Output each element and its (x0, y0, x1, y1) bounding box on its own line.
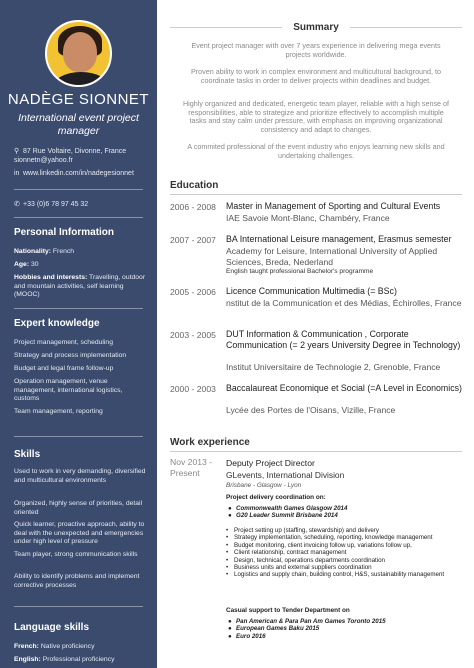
list-item: ● Pan American & Para Pan Am Games Toronto 2015 (228, 618, 386, 625)
edu-title: Baccalaureat Economique et Social (=A Level in Economics) (226, 383, 462, 393)
hobbies: Hobbies and interests: Travelling, outdoor and mountain activities, self learning (MOOC) (14, 274, 146, 298)
list-item: Operation management, venue management, international logistics, customs (14, 378, 123, 402)
nationality: Nationality: French (14, 248, 75, 255)
divider (170, 194, 462, 195)
edu-dates: 2006 - 2008 (170, 202, 216, 212)
summary-paragraph: A commited professional of the event industry who enjoys learning new skills and undertaking challenges. (187, 142, 445, 160)
divider (14, 217, 143, 218)
summary-paragraph: Event project manager with over 7 years experience in delivering mega events projects worldwide. (191, 41, 441, 59)
divider (14, 308, 143, 309)
list-item: ● Commonwealth Games Glasgow 2014 (228, 505, 348, 512)
language-skills-heading: Language skills (14, 622, 90, 633)
list-item: Budget and legal frame follow-up (14, 365, 114, 372)
linkedin-link[interactable]: in www.linkedin.com/in/nadegesionnet (14, 170, 134, 177)
avatar (45, 20, 112, 87)
job-dates: Nov 2013 - Present (170, 457, 213, 478)
list-item: Team management, reporting (14, 408, 103, 415)
list-item: Organized, highly sense of priorities, detail oriented (14, 500, 143, 516)
candidate-name: NADÈGE SIONNET (7, 91, 150, 108)
edu-school: nstitut de la Communication et des Médias, Échirolles, France (226, 298, 462, 308)
phone-icon: ✆ (14, 201, 20, 208)
email[interactable]: sionnetn@yahoo.fr (14, 157, 73, 164)
work-experience-heading: Work experience (170, 437, 250, 448)
list-item: Quick learner, proactive approach, ability to deal with the unexpected and emergencies under high level of pressure (14, 521, 145, 545)
edu-dates: 2005 - 2006 (170, 287, 216, 297)
list-item: • Business units and external suppliers coordination (226, 564, 372, 572)
edu-title: BA International Leisure management, Erasmus semester (226, 234, 452, 244)
list-item: • Budget monitoring, client invoicing follow up, variations follow up, (226, 541, 412, 549)
list-item: Ability to identify problems and implement corrective processes (14, 573, 140, 589)
edu-school: Institut Universitaire de Technologie 2, Grenoble, France (226, 362, 441, 372)
edu-dates: 2003 - 2005 (170, 330, 216, 340)
sidebar (0, 0, 157, 668)
list-item: ● G20 Leader Summit Brisbane 2014 (228, 512, 338, 520)
list-item: Team player, strong communication skills (14, 551, 138, 558)
phone[interactable]: ✆ +33 (0)6 78 97 45 32 (14, 201, 89, 208)
divider (14, 436, 143, 437)
divider (14, 606, 143, 607)
address: ⚲ 87 Rue Voltaire, Divonne, France (14, 148, 127, 155)
edu-title: DUT Information & Communication , Corporate Communication (= 2 years University Degree in Technology) (226, 329, 461, 350)
education-heading: Education (170, 180, 219, 191)
location-pin-icon: ⚲ (14, 148, 20, 155)
expert-knowledge-heading: Expert knowledge (14, 318, 100, 329)
edu-school: Lycée des Portes de l'Oisans, Vizille, France (226, 405, 396, 415)
edu-note: English taught professional Bachelor's programme (226, 268, 374, 275)
list-item: Strategy and process implementation (14, 352, 127, 359)
list-item: • Design, technical, operations departments coordination (226, 556, 385, 564)
candidate-role: International event project manager (18, 112, 139, 137)
edu-school: IAE Savoie Mont-Blanc, Chambéry, France (226, 213, 390, 223)
edu-school: Academy for Leisure, International University of Applied Sciences, Breda, Nederland (226, 246, 438, 267)
linkedin-icon: in (14, 170, 20, 177)
edu-dates: 2007 - 2007 (170, 235, 216, 245)
list-item: • Logistics and supply chain, building control, H&S, sustainability management (226, 571, 445, 579)
job-company: GLevents, International Division (226, 470, 345, 480)
tender-heading: Casual support to Tender Department on (226, 607, 350, 614)
list-item: • Project setting up (staffing, stewardship) and delivery (226, 527, 380, 534)
job-location: Brisbane - Glasgow - Lyon (226, 482, 302, 489)
divider (14, 189, 143, 190)
tender-events (228, 618, 462, 640)
personal-info-heading: Personal Information (14, 227, 115, 238)
skills-heading: Skills (14, 449, 41, 460)
list-item: Used to work in very demanding, diversified and multicultural environments (14, 468, 146, 484)
language-item: English: Professional proficiency (14, 656, 115, 663)
divider (350, 27, 462, 28)
job-title: Deputy Project Director (226, 458, 315, 468)
list-item: • Strategy implementation, scheduling, reporting, knowledge management (226, 534, 433, 542)
summary-heading: Summary (293, 22, 339, 33)
edu-title: Master in Management of Sporting and Cultural Events (226, 201, 441, 211)
duties-list (226, 527, 460, 579)
list-item: ● Euro 2016 (228, 632, 266, 640)
list-item: Project management, scheduling (14, 339, 113, 346)
divider (170, 451, 462, 452)
delivery-heading: Project delivery coordination on: (226, 494, 326, 501)
age: Age: 30 (14, 261, 39, 268)
language-item: French: Native proficiency (14, 643, 95, 650)
list-item: • Client relationship, contract management (226, 549, 347, 557)
edu-title: Licence Communication Multimedia (= BSc) (226, 286, 397, 296)
delivery-events (228, 505, 462, 520)
edu-dates: 2000 - 2003 (170, 384, 216, 394)
list-item: ● European Games Baku 2015 (228, 625, 320, 633)
summary-paragraph: Highly organized and dedicated, energetic team player, reliable with a high sense of responsibilities, able to strategize and prioritize effectively to accomplish multiple tasks and stay calm under pressure, with emphasis on improving organizational consistency and adapt to changes. (182, 99, 450, 134)
summary-paragraph: Proven ability to work in complex environment and multicultural background, to coordinate tasks in order to deliver projects within deadlines and budget. (190, 67, 442, 85)
